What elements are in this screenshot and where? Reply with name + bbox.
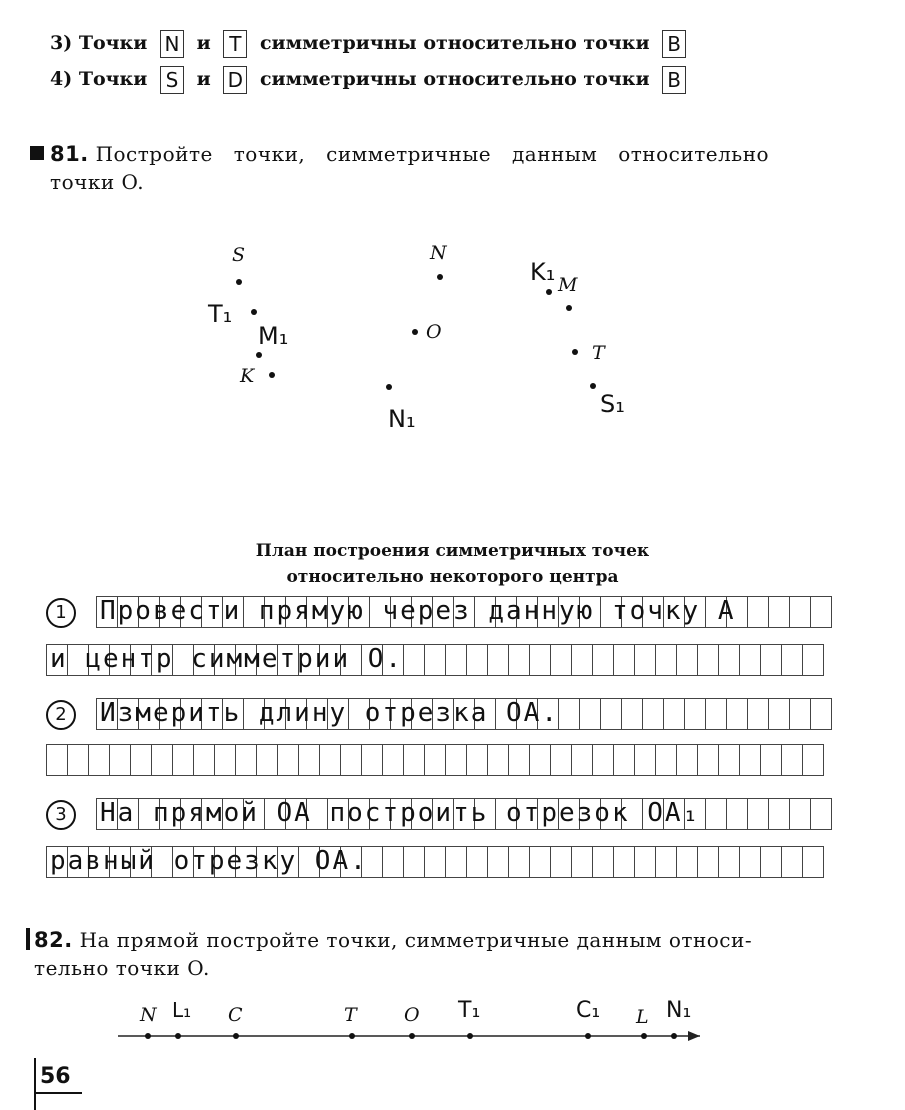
grid-cell [214, 744, 236, 776]
grid-cell [705, 698, 727, 730]
task-81-line2: точки O. [50, 170, 145, 194]
plan-step-3-line1: На прямой ОА построить отрезок ОА₁ [100, 798, 701, 828]
grid-cell [571, 644, 593, 676]
grid-cell [718, 744, 740, 776]
grid-cell [760, 846, 782, 878]
point-m1 [256, 352, 262, 358]
answer-box-center: B [662, 66, 686, 94]
point-k1 [546, 289, 552, 295]
line-point-c [233, 1033, 239, 1039]
grid-cell [718, 846, 740, 878]
line-point-l1 [175, 1033, 181, 1039]
plan-step-2-line1: Измерить длину отрезка ОА. [100, 698, 559, 728]
grid-cell [613, 744, 635, 776]
grid-cell [298, 744, 320, 776]
grid-cell [487, 644, 509, 676]
point-s1 [590, 383, 596, 389]
grid-cell [550, 744, 572, 776]
grid-cell [655, 644, 677, 676]
grid-cell [424, 846, 446, 878]
grid-cell [403, 744, 425, 776]
grid-cell [529, 644, 551, 676]
task-81-line1: Постройте точки, симметричные данным относительно [95, 142, 770, 166]
grid-cell [634, 644, 656, 676]
task-82-text [34, 926, 834, 982]
task-81-marker [30, 146, 44, 160]
point-n [437, 274, 443, 280]
line-label-c: C [228, 1004, 243, 1026]
page-number: 56 [40, 1064, 71, 1089]
task-82-marker [26, 928, 30, 950]
point-label-k1: K₁ [530, 258, 556, 286]
grid-cell [810, 798, 832, 830]
answer-line-4 [50, 66, 692, 94]
plan-step-3-line2: равный отрезку ОА. [50, 846, 368, 876]
grid-cell [67, 744, 89, 776]
grid-cell [592, 644, 614, 676]
grid-cell [508, 744, 530, 776]
grid-cell [46, 744, 68, 776]
grid-cell [697, 846, 719, 878]
grid-cell [726, 798, 748, 830]
grid-cell [235, 744, 257, 776]
grid-cell [705, 798, 727, 830]
grid-cell [802, 846, 824, 878]
point-label-k: K [240, 365, 255, 387]
line-label-n: N [140, 1004, 157, 1026]
grid-cell [726, 698, 748, 730]
line-point-l [641, 1033, 647, 1039]
grid-cell [810, 698, 832, 730]
task-81-text [50, 140, 810, 196]
answer-box-point: T [223, 30, 247, 58]
grid-cell [655, 846, 677, 878]
grid-cell [613, 644, 635, 676]
grid-cell [613, 846, 635, 878]
line-point-o [409, 1033, 415, 1039]
grid-cell [466, 846, 488, 878]
plan-title-line2: относительно некоторого центра [286, 567, 619, 587]
grid-cell [747, 698, 769, 730]
grid-cell [424, 744, 446, 776]
plan-step-number: 2 [46, 700, 76, 730]
answer-line-3 [50, 30, 692, 58]
grid-cell [382, 744, 404, 776]
line-label-l1: L₁ [172, 998, 192, 1022]
grid-cell [319, 744, 341, 776]
task-82-number: 82. [34, 928, 73, 952]
grid-cell [676, 644, 698, 676]
grid-cell [655, 744, 677, 776]
page-number-bar [34, 1058, 36, 1110]
grid-cell [571, 744, 593, 776]
grid-cell [621, 698, 643, 730]
grid-cell [739, 846, 761, 878]
point-label-m1: M₁ [258, 322, 289, 350]
grid-cell [445, 744, 467, 776]
line-label-o: O [404, 1004, 420, 1026]
answer-prefix: 4) Точки [50, 68, 148, 90]
grid-cell [88, 744, 110, 776]
grid-cell [403, 846, 425, 878]
grid-cell [340, 744, 362, 776]
grid-cell [172, 744, 194, 776]
plan-title-line1: План построения симметричных точек [255, 541, 650, 561]
task-82-line2: тельно точки O. [34, 956, 210, 980]
grid-cell [151, 744, 173, 776]
answer-conj: и [196, 68, 211, 90]
plan-step-1-line1: Провести прямую через данную точку А [100, 596, 736, 626]
grid-cell [600, 698, 622, 730]
number-line [0, 1010, 905, 1070]
answer-box-point: N [160, 30, 184, 58]
grid-cell [592, 744, 614, 776]
grid-cell [445, 846, 467, 878]
grid-cell [789, 798, 811, 830]
grid-cell [445, 644, 467, 676]
grid-cell [768, 596, 790, 628]
grid-cell [789, 596, 811, 628]
grid-cell [382, 846, 404, 878]
grid-cell [277, 744, 299, 776]
point-label-m: M [558, 274, 578, 296]
grid-cell [789, 698, 811, 730]
answer-prefix: 3) Точки [50, 32, 148, 54]
grid-cell [768, 798, 790, 830]
grid-cell [109, 744, 131, 776]
point-label-o: O [426, 321, 442, 343]
task-82-line1: На прямой постройте точки, симметричные данным относи- [79, 928, 753, 952]
grid-cell [571, 846, 593, 878]
line-point-t [349, 1033, 355, 1039]
point-label-n1: N₁ [388, 405, 416, 433]
point-k [269, 372, 275, 378]
point-label-n: N [430, 242, 447, 264]
grid-cell [550, 846, 572, 878]
grid-cell [508, 644, 530, 676]
grid-cell [634, 744, 656, 776]
grid-cell [256, 744, 278, 776]
line-label-t1: T₁ [458, 998, 481, 1023]
answer-suffix: симметричны относительно точки [259, 32, 650, 54]
grid-cell [810, 596, 832, 628]
grid-cell [487, 846, 509, 878]
grid-cell [424, 644, 446, 676]
grid-cell [697, 644, 719, 676]
grid-cell [130, 744, 152, 776]
grid-cell [529, 846, 551, 878]
line-label-c1: C₁ [576, 998, 601, 1023]
grid-cell [697, 744, 719, 776]
line-point-n1 [671, 1033, 677, 1039]
plan-step-1-line2: и центр симметрии О. [50, 644, 404, 674]
point-label-t1: T₁ [208, 300, 233, 328]
grid-cell [760, 744, 782, 776]
point-label-t: T [592, 342, 605, 364]
grid-cell [739, 744, 761, 776]
plan-step-number: 1 [46, 598, 76, 628]
plan-step-number: 3 [46, 800, 76, 830]
grid-cell [802, 644, 824, 676]
point-t [572, 349, 578, 355]
grid-cell [781, 846, 803, 878]
line-label-t: T [344, 1004, 357, 1026]
grid-cell [663, 698, 685, 730]
grid-cell [558, 698, 580, 730]
line-point-n [145, 1033, 151, 1039]
grid-cell [634, 846, 656, 878]
point-t1 [251, 309, 257, 315]
line-label-l: L [636, 1006, 649, 1028]
grid-cell [676, 846, 698, 878]
point-label-s: S [232, 244, 246, 266]
page-number-underline [36, 1092, 82, 1094]
grid-cell [529, 744, 551, 776]
grid-cell [676, 744, 698, 776]
grid-cell [781, 744, 803, 776]
line-label-n1: N₁ [666, 998, 692, 1023]
answer-box-center: B [662, 30, 686, 58]
grid-cell [550, 644, 572, 676]
grid-cell [508, 846, 530, 878]
answer-box-point: D [223, 66, 247, 94]
grid-cell [760, 644, 782, 676]
plan-grid-row [46, 744, 823, 776]
line-point-c1 [585, 1033, 591, 1039]
grid-cell [579, 698, 601, 730]
grid-cell [768, 698, 790, 730]
answer-suffix: симметричны относительно точки [259, 68, 650, 90]
grid-cell [781, 644, 803, 676]
point-n1 [386, 384, 392, 390]
grid-cell [592, 846, 614, 878]
grid-cell [193, 744, 215, 776]
grid-cell [642, 698, 664, 730]
grid-cell [747, 798, 769, 830]
point-m [566, 305, 572, 311]
grid-cell [466, 644, 488, 676]
answer-conj: и [196, 32, 211, 54]
grid-cell [747, 596, 769, 628]
grid-cell [802, 744, 824, 776]
grid-cell [466, 744, 488, 776]
point-s [236, 279, 242, 285]
grid-cell [739, 644, 761, 676]
grid-cell [487, 744, 509, 776]
grid-cell [684, 698, 706, 730]
point-label-s1: S₁ [600, 390, 625, 418]
grid-cell [361, 744, 383, 776]
line-point-t1 [467, 1033, 473, 1039]
point-o [412, 329, 418, 335]
answer-box-point: S [160, 66, 184, 94]
grid-cell [718, 644, 740, 676]
grid-cell [403, 644, 425, 676]
plan-title [0, 538, 905, 590]
task-81-number: 81. [50, 142, 89, 166]
